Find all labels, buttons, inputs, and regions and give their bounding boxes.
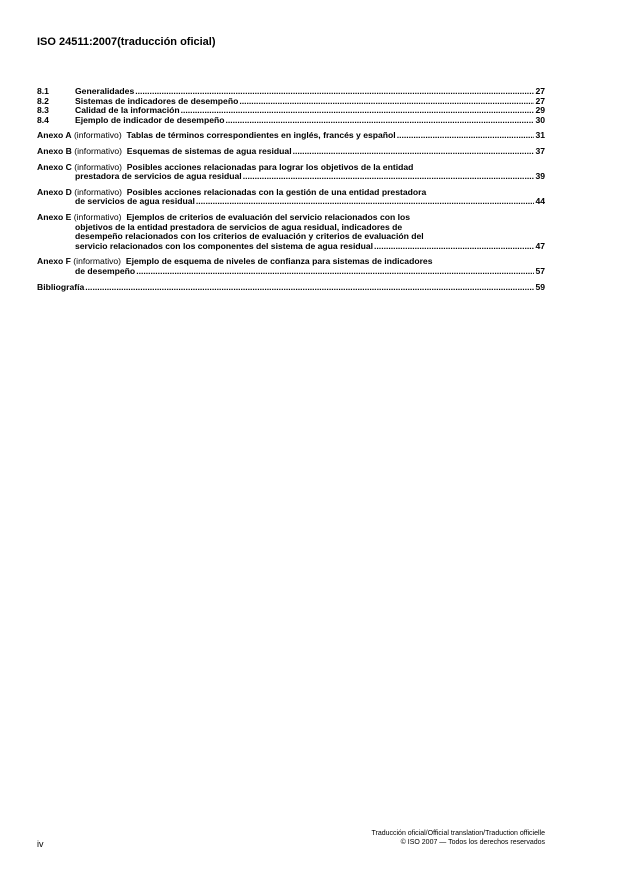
annex-title-line: Ejemplos de criterios de evaluación del servicio relacionados con los [126,211,411,222]
table-of-contents [37,87,545,292]
footer-translation-note: Traducción oficial/Official translation/Traduction officielle [371,830,545,837]
toc-entry-annex-a[interactable] [37,131,545,141]
leader-dots [374,242,534,252]
leader-dots [196,197,535,207]
annex-type: (informativo) [73,256,122,267]
toc-entry-annex-e[interactable] [37,213,545,251]
toc-entry-annex-d[interactable] [37,188,545,207]
toc-entry-bibliography[interactable] [37,283,545,293]
annex-label: Anexo D [37,186,72,197]
leader-dots [293,147,535,157]
toc-entry-annex-b[interactable] [37,147,545,157]
annex-title-line: objetivos de la entidad prestadora de servicios de agua residual, indicadores de [75,221,403,232]
section-number: 8.1 [37,86,49,96]
annex-title-line: Posibles acciones relacionadas con la gestión de una entidad prestadora [126,186,427,197]
section-title: Sistemas de indicadores de desempeño [75,95,239,106]
toc-entry-8-4[interactable] [37,116,545,126]
leader-dots [397,131,535,141]
leader-dots [239,97,534,107]
annex-type: (informativo) [73,211,122,222]
annex-label: Anexo B [37,145,72,156]
section-number: 8.3 [37,105,49,116]
page-number: 39 [535,171,545,182]
annex-title-line: prestadora de servicios de agua residual [75,171,242,182]
annex-type: (informativo) [74,145,123,156]
leader-dots [225,116,534,126]
footer-rights: © ISO 2007 — Todos los derechos reservados [400,839,545,846]
page-number: 27 [535,86,545,96]
page-number: 27 [535,95,545,106]
section-number: 8.4 [37,114,49,125]
annex-title-line: desempeño relacionados con los criterios de evaluación y criterios de evaluación del [75,231,424,242]
page-number: 29 [535,105,545,116]
section-title: Generalidades [75,86,135,96]
annex-title: Tablas de términos correspondientes en inglés, francés y español [126,130,396,141]
page-number: 57 [535,265,545,276]
page-number: 37 [535,145,545,156]
page-number: 59 [535,281,545,292]
annex-type: (informativo) [73,130,122,141]
page-number: 30 [535,114,545,125]
annex-label: Anexo C [37,161,72,172]
footer-page-number: iv [37,839,44,849]
section-title: Calidad de la información [75,105,180,116]
annex-title-line: Ejemplo de esquema de niveles de confianza para sistemas de indicadores [125,256,433,267]
page-number: 44 [535,196,545,207]
page-number: 31 [535,130,545,141]
annex-label: Anexo A [37,130,72,141]
leader-dots [243,172,535,182]
leader-dots [85,283,534,293]
toc-entry-annex-c[interactable] [37,163,545,182]
toc-entry-annex-f[interactable] [37,257,545,276]
leader-dots [181,106,535,116]
bibliography-title: Bibliografía [37,281,85,292]
annex-type: (informativo) [74,161,123,172]
footer-copyright [371,829,545,847]
section-number: 8.2 [37,95,49,106]
annex-type: (informativo) [74,186,123,197]
annex-title-line: Posibles acciones relacionadas para lograr los objetivos de la entidad [126,161,414,172]
annex-title-line: de servicios de agua residual [75,196,195,207]
annex-label: Anexo F [37,256,71,267]
annex-label: Anexo E [37,211,72,222]
annex-title-line: servicio relacionados con los componentes del sistema de agua residual [75,240,374,251]
document-header: ISO 24511:2007(traducción oficial) [37,36,216,48]
section-title: Ejemplo de indicador de desempeño [75,114,225,125]
annex-title: Esquemas de sistemas de agua residual [126,145,292,156]
annex-title-line: de desempeño [75,265,136,276]
leader-dots [136,267,534,277]
page-number: 47 [535,240,545,251]
